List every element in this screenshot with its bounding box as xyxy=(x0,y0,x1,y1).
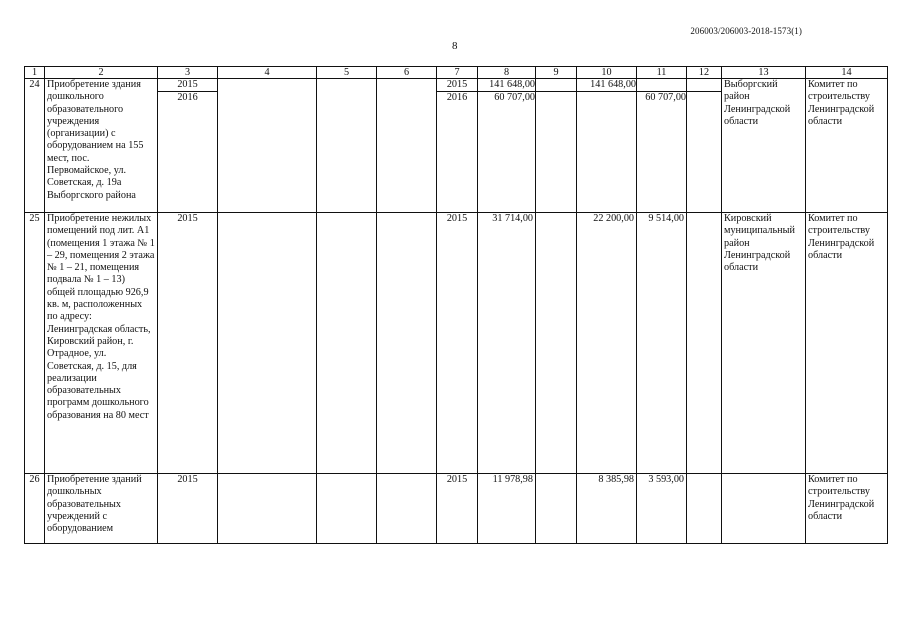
object-name: Приобретение нежилых помещений под лит. А1 (помещения 1 этажа № 1 – 29, помещения 2 этажа № 1 – 21, помещения подвала № 1 – 13) общей площадью 926,9 кв. м, расположенных по адресу: Ленинградская область, Кировский район, г. Отрадное, ул. Советская, д. 15, для реализации образовательных программ дошкольного образования на 80 мест xyxy=(45,213,158,474)
empty-cell xyxy=(218,79,317,213)
year-value: 2015 xyxy=(437,213,478,474)
year-value: 2015 xyxy=(446,79,468,90)
amount-cell xyxy=(637,79,687,213)
empty-cell xyxy=(317,79,377,213)
column-header: 7 xyxy=(437,67,478,79)
year-value: 2016 xyxy=(437,91,478,103)
amount-cell xyxy=(577,79,637,213)
empty-cell xyxy=(377,79,437,213)
amount-value xyxy=(577,91,637,103)
empty-cell xyxy=(536,79,577,213)
empty-cell xyxy=(687,213,722,474)
column-header: 10 xyxy=(577,67,637,79)
amount-value: 60 707,00 xyxy=(637,91,687,103)
year-value: 2015 xyxy=(158,474,218,544)
investment-table xyxy=(24,66,888,544)
amount-value: 9 514,00 xyxy=(637,213,687,474)
empty-cell xyxy=(377,474,437,544)
column-header: 6 xyxy=(377,67,437,79)
column-header: 4 xyxy=(218,67,317,79)
amount-value: 11 978,98 xyxy=(478,474,536,544)
table-row xyxy=(25,213,888,474)
empty-cell xyxy=(317,474,377,544)
year-value: 2016 xyxy=(158,91,218,103)
responsible-committee: Комитет по строительству Ленинградской области xyxy=(806,79,888,213)
empty-cell xyxy=(317,213,377,474)
empty-cell xyxy=(536,474,577,544)
amount-value: 141 648,00 xyxy=(489,79,535,90)
row-number: 24 xyxy=(25,79,45,213)
district-name: Кировский муниципальный район Ленинградской области xyxy=(722,213,806,474)
empty-cell xyxy=(377,213,437,474)
column-header: 9 xyxy=(536,67,577,79)
year-value: 2015 xyxy=(158,213,218,474)
responsible-committee: Комитет по строительству Ленинградской области xyxy=(806,474,888,544)
table-row xyxy=(25,79,888,213)
column-header: 8 xyxy=(478,67,536,79)
years-cell xyxy=(437,79,478,213)
empty-cell xyxy=(218,213,317,474)
district-name xyxy=(722,474,806,544)
amount-value: 22 200,00 xyxy=(577,213,637,474)
amount-cell xyxy=(478,79,536,213)
column-header: 14 xyxy=(806,67,888,79)
column-header: 5 xyxy=(317,67,377,79)
amount-value: 8 385,98 xyxy=(577,474,637,544)
column-number-row xyxy=(25,67,888,79)
column-header: 11 xyxy=(637,67,687,79)
column-header: 13 xyxy=(722,67,806,79)
amount-value: 31 714,00 xyxy=(478,213,536,474)
amount-value: 141 648,00 xyxy=(590,79,636,90)
row-number: 25 xyxy=(25,213,45,474)
empty-cell xyxy=(687,79,722,213)
column-header: 3 xyxy=(158,67,218,79)
column-header: 1 xyxy=(25,67,45,79)
document-id: 206003/206003-2018-1573(1) xyxy=(690,26,802,36)
column-header: 12 xyxy=(687,67,722,79)
amount-value xyxy=(637,79,687,91)
amount-value: 3 593,00 xyxy=(637,474,687,544)
responsible-committee: Комитет по строительству Ленинградской области xyxy=(806,213,888,474)
empty-cell xyxy=(687,474,722,544)
object-name: Приобретение зданий дошкольных образовательных учреждений с оборудованием xyxy=(45,474,158,544)
page-number: 8 xyxy=(452,40,458,52)
object-name: Приобретение здания дошкольного образовательного учреждения (организации) с оборудованием на 155 мест, пос. Первомайское, ул. Советская, д. 19а Выборгского района xyxy=(45,79,158,213)
amount-value: 60 707,00 xyxy=(478,91,536,103)
year-value: 2015 xyxy=(177,79,198,90)
column-header: 2 xyxy=(45,67,158,79)
row-number: 26 xyxy=(25,474,45,544)
year-value: 2015 xyxy=(437,474,478,544)
empty-cell xyxy=(536,213,577,474)
district-name: Выборгский район Ленинградской области xyxy=(722,79,806,213)
empty-cell xyxy=(218,474,317,544)
table-row xyxy=(25,474,888,544)
years-cell xyxy=(158,79,218,213)
